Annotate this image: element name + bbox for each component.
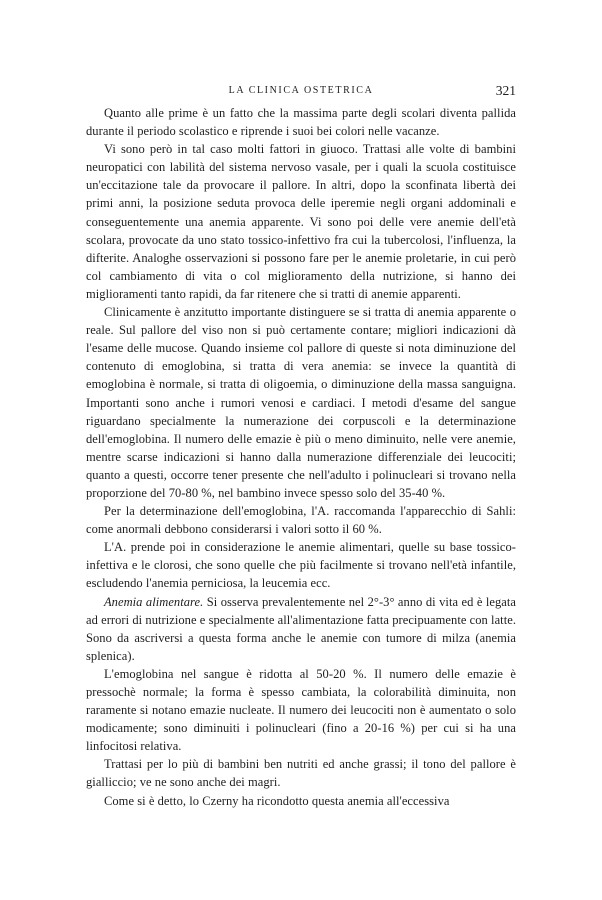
paragraph-6-text: Si osserva prevalentemente nel 2°-3° anno di vita ed è legata ad errori di nutrizione e specialmente all'alimentazione fatta precipuamente con latte. Sono da ascriversi a questa forma anche le anemie con tumore di milza (anemia splenica). [86, 594, 516, 663]
paragraph-3: Clinicamente è anzitutto importante distinguere se si tratta di anemia apparente o reale. Sul pallore del viso non si può certamente contare; migliori indicazioni dà l'esame delle mucose. Quando insieme col pallore di queste si nota diminuzione del contenuto di emoglobina, si tratta di vera anemia: se invece la quantità di emoglobina è normale, si tratta di oligoemia, o diminuzione della massa sanguigna. Importanti sono anche i rumori venosi e cardiaci. I metodi d'esame del sangue riguardano specialmente la numerazione dei corpuscoli e la determinazione dell'emoglobina. Il numero delle emazie è più o meno diminuito, nelle vere anemie, mentre scarse indicazioni si hanno dalla numerazione differenziale dei leucociti; quanto a questi, occorre tener presente che nell'adulto i polinucleari si trovano nella proporzione del 70-80 %, nel bambino invece spesso solo del 35-40 %. [86, 305, 516, 500]
paragraph-8: Trattasi per lo più di bambini ben nutriti ed anche grassi; il tono del pallore è gialliccio; ve ne sono anche dei magri. [86, 757, 516, 790]
paragraph-7: L'emoglobina nel sangue è ridotta al 50-20 %. Il numero delle emazie è pressochè normale; la forma è spesso cambiata, la colorabilità diminuita, non raramente si notano emazie nucleate. Il numero dei leucociti non è aumentato o solo modicamente; sono diminuiti i polinucleari (fino a 20-16 %) per cui si ha una linfocitosi relativa. [86, 666, 516, 754]
paragraph-9: Come si è detto, lo Czerny ha ricondotto questa anemia all'eccessiva [104, 793, 450, 808]
paragraph-4: Per la determinazione dell'emoglobina, l'A. raccomanda l'apparecchio di Sahli: come anormali debbono considerarsi i valori sotto il 60 %. [86, 504, 516, 537]
section-heading-anemia-alimentare: Anemia alimentare. [104, 594, 204, 609]
paragraph-5: L'A. prende poi in considerazione le anemie alimentari, quelle su base tossico-infettiva e le clorosi, che sono quelle che più facilmente si trovano nell'età infantile, escludendo l'anemia perniciosa, la leucemia ecc. [86, 540, 516, 591]
paragraph-6 [86, 593, 516, 665]
paragraph-2: Vi sono però in tal caso molti fattori in giuoco. Trattasi alle volte di bambini neuropatici con labilità del sistema nervoso vasale, per i quali la scuola costituisce un'eccitazione tale da provocare il pallore. In altri, dopo la sconfinata libertà dei primi anni, la posizione seduta provoca delle iperemie negli organi addominali e conseguentemente una anemia apparente. Vi sono poi delle vere anemie dell'età scolara, provocate da uno stato tossico-infettivo fra cui la tubercolosi, l'influenza, la difterite. Analoghe osservazioni si possono fare per le anemie proletarie, in cui però col cambiamento di vita o col miglioramento della nutrizione, si hanno dei miglioramenti tanto rapidi, da far ritenere che si tratti di anemie apparenti. [86, 142, 516, 301]
running-head [86, 82, 516, 100]
paragraph-1: Quanto alle prime è un fatto che la massima parte degli scolari diventa pallida durante il periodo scolastico e riprende i suoi bei colori nelle vacanze. [86, 106, 516, 139]
body-text [86, 104, 516, 810]
running-title: LA CLINICA OSTETRICA [228, 85, 374, 96]
page-number: 321 [495, 83, 516, 98]
